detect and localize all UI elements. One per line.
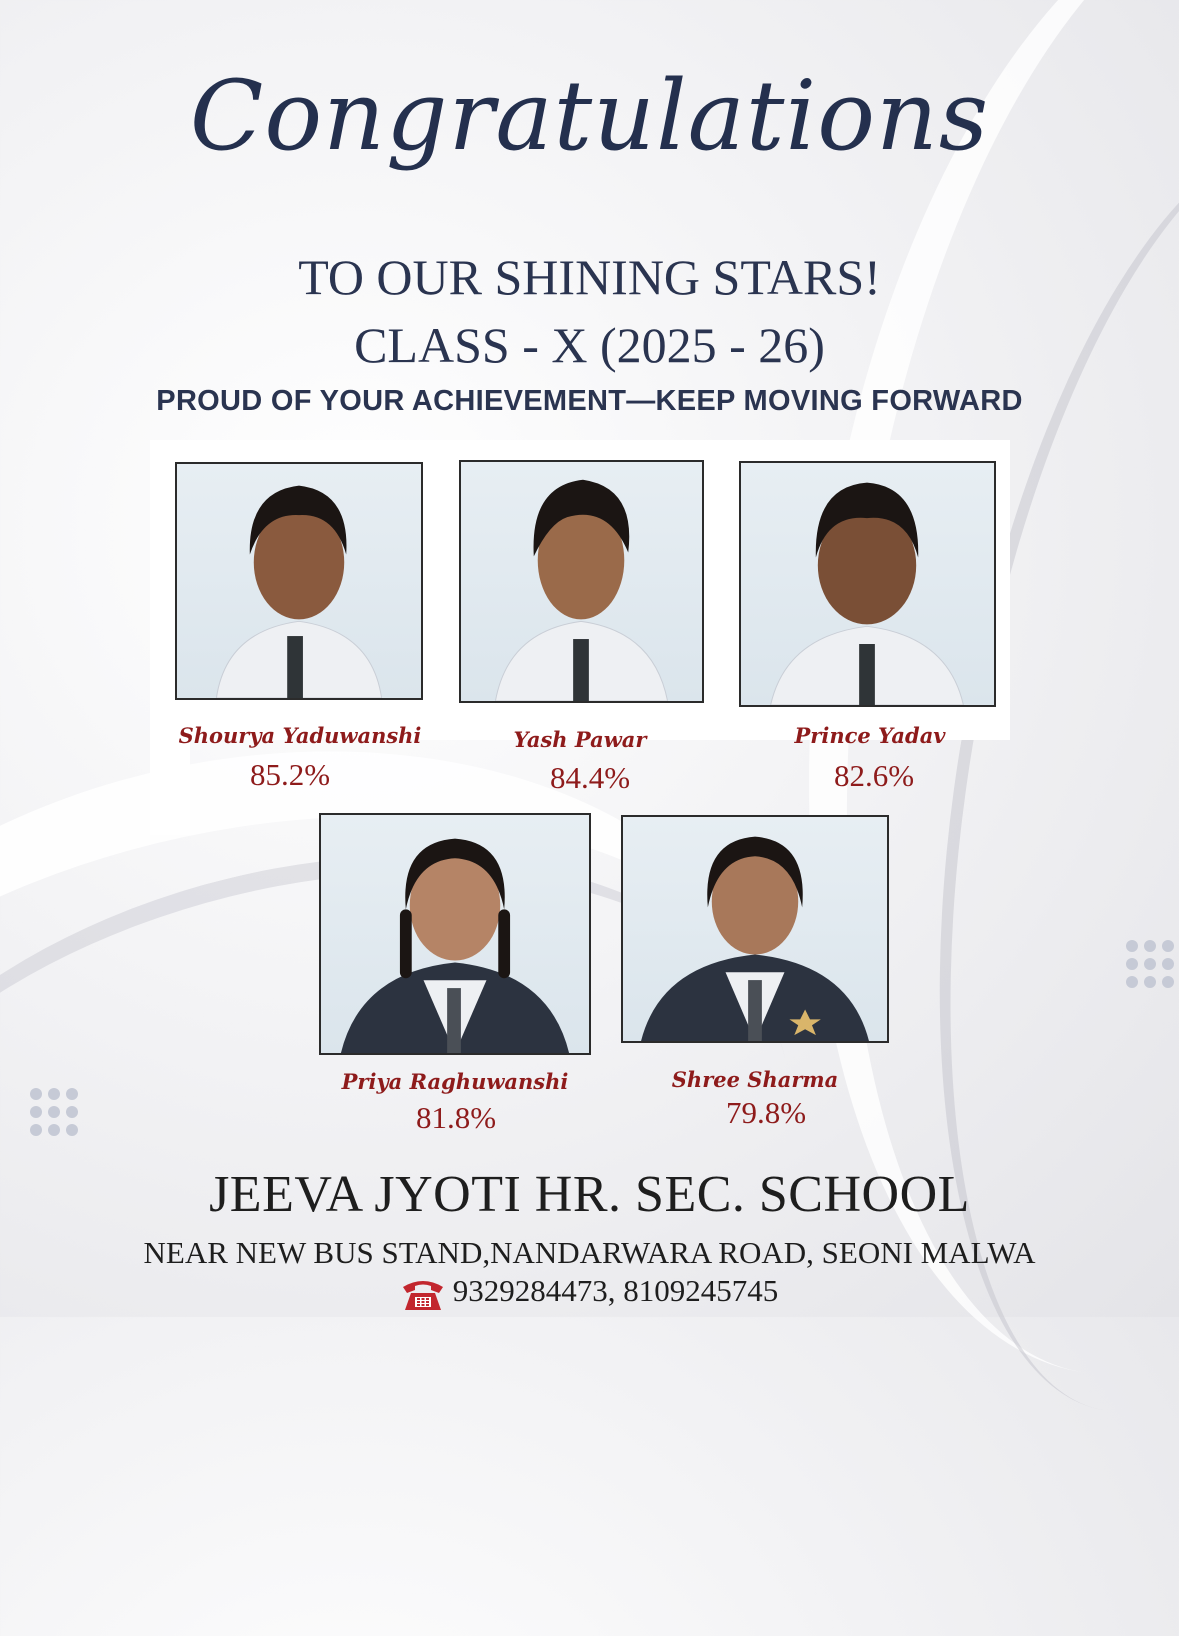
student-name: Shree Sharma xyxy=(671,1067,839,1092)
decorative-dots xyxy=(1126,940,1174,988)
student-photo-shourya xyxy=(175,462,423,700)
background-swoosh xyxy=(0,654,868,1636)
student-photo-prince xyxy=(739,461,996,707)
student-photo-priya xyxy=(319,813,591,1055)
student-percentage: 84.4% xyxy=(549,760,631,795)
student-name: Prince Yadav xyxy=(794,723,946,748)
student-portrait xyxy=(461,462,702,701)
subtitle-class: CLASS - X (2025 - 26) xyxy=(354,317,825,373)
student-percentage: 81.8% xyxy=(415,1100,497,1135)
student-percentage: 85.2% xyxy=(249,757,331,792)
student-percentage: 82.6% xyxy=(833,758,915,793)
student-percentage: 79.8% xyxy=(725,1095,807,1130)
student-photo-shree xyxy=(621,815,889,1043)
decorative-dots xyxy=(30,1088,78,1136)
tagline: PROUD OF YOUR ACHIEVEMENT—KEEP MOVING FORWARD xyxy=(156,385,1023,417)
student-name: Priya Raghuwanshi xyxy=(341,1069,569,1094)
student-name: Yash Pawar xyxy=(513,727,647,752)
school-name: JEEVA JYOTI HR. SEC. SCHOOL xyxy=(209,1166,970,1223)
photo-panel-background xyxy=(150,740,190,835)
student-portrait xyxy=(741,463,994,705)
student-portrait xyxy=(321,815,589,1053)
phone-row xyxy=(0,1273,1179,1311)
student-portrait xyxy=(623,817,887,1041)
subtitle-shining-stars: TO OUR SHINING STARS! xyxy=(298,249,881,305)
student-portrait xyxy=(177,464,421,698)
student-name: Shourya Yaduwanshi xyxy=(178,723,422,748)
telephone-icon xyxy=(401,1277,445,1311)
phone-numbers: 9329284473, 8109245745 xyxy=(452,1273,779,1308)
school-address: NEAR NEW BUS STAND,NANDARWARA ROAD, SEONI MALWA xyxy=(143,1235,1036,1270)
page-title: Congratulations xyxy=(189,60,990,172)
student-photo-yash xyxy=(459,460,704,703)
